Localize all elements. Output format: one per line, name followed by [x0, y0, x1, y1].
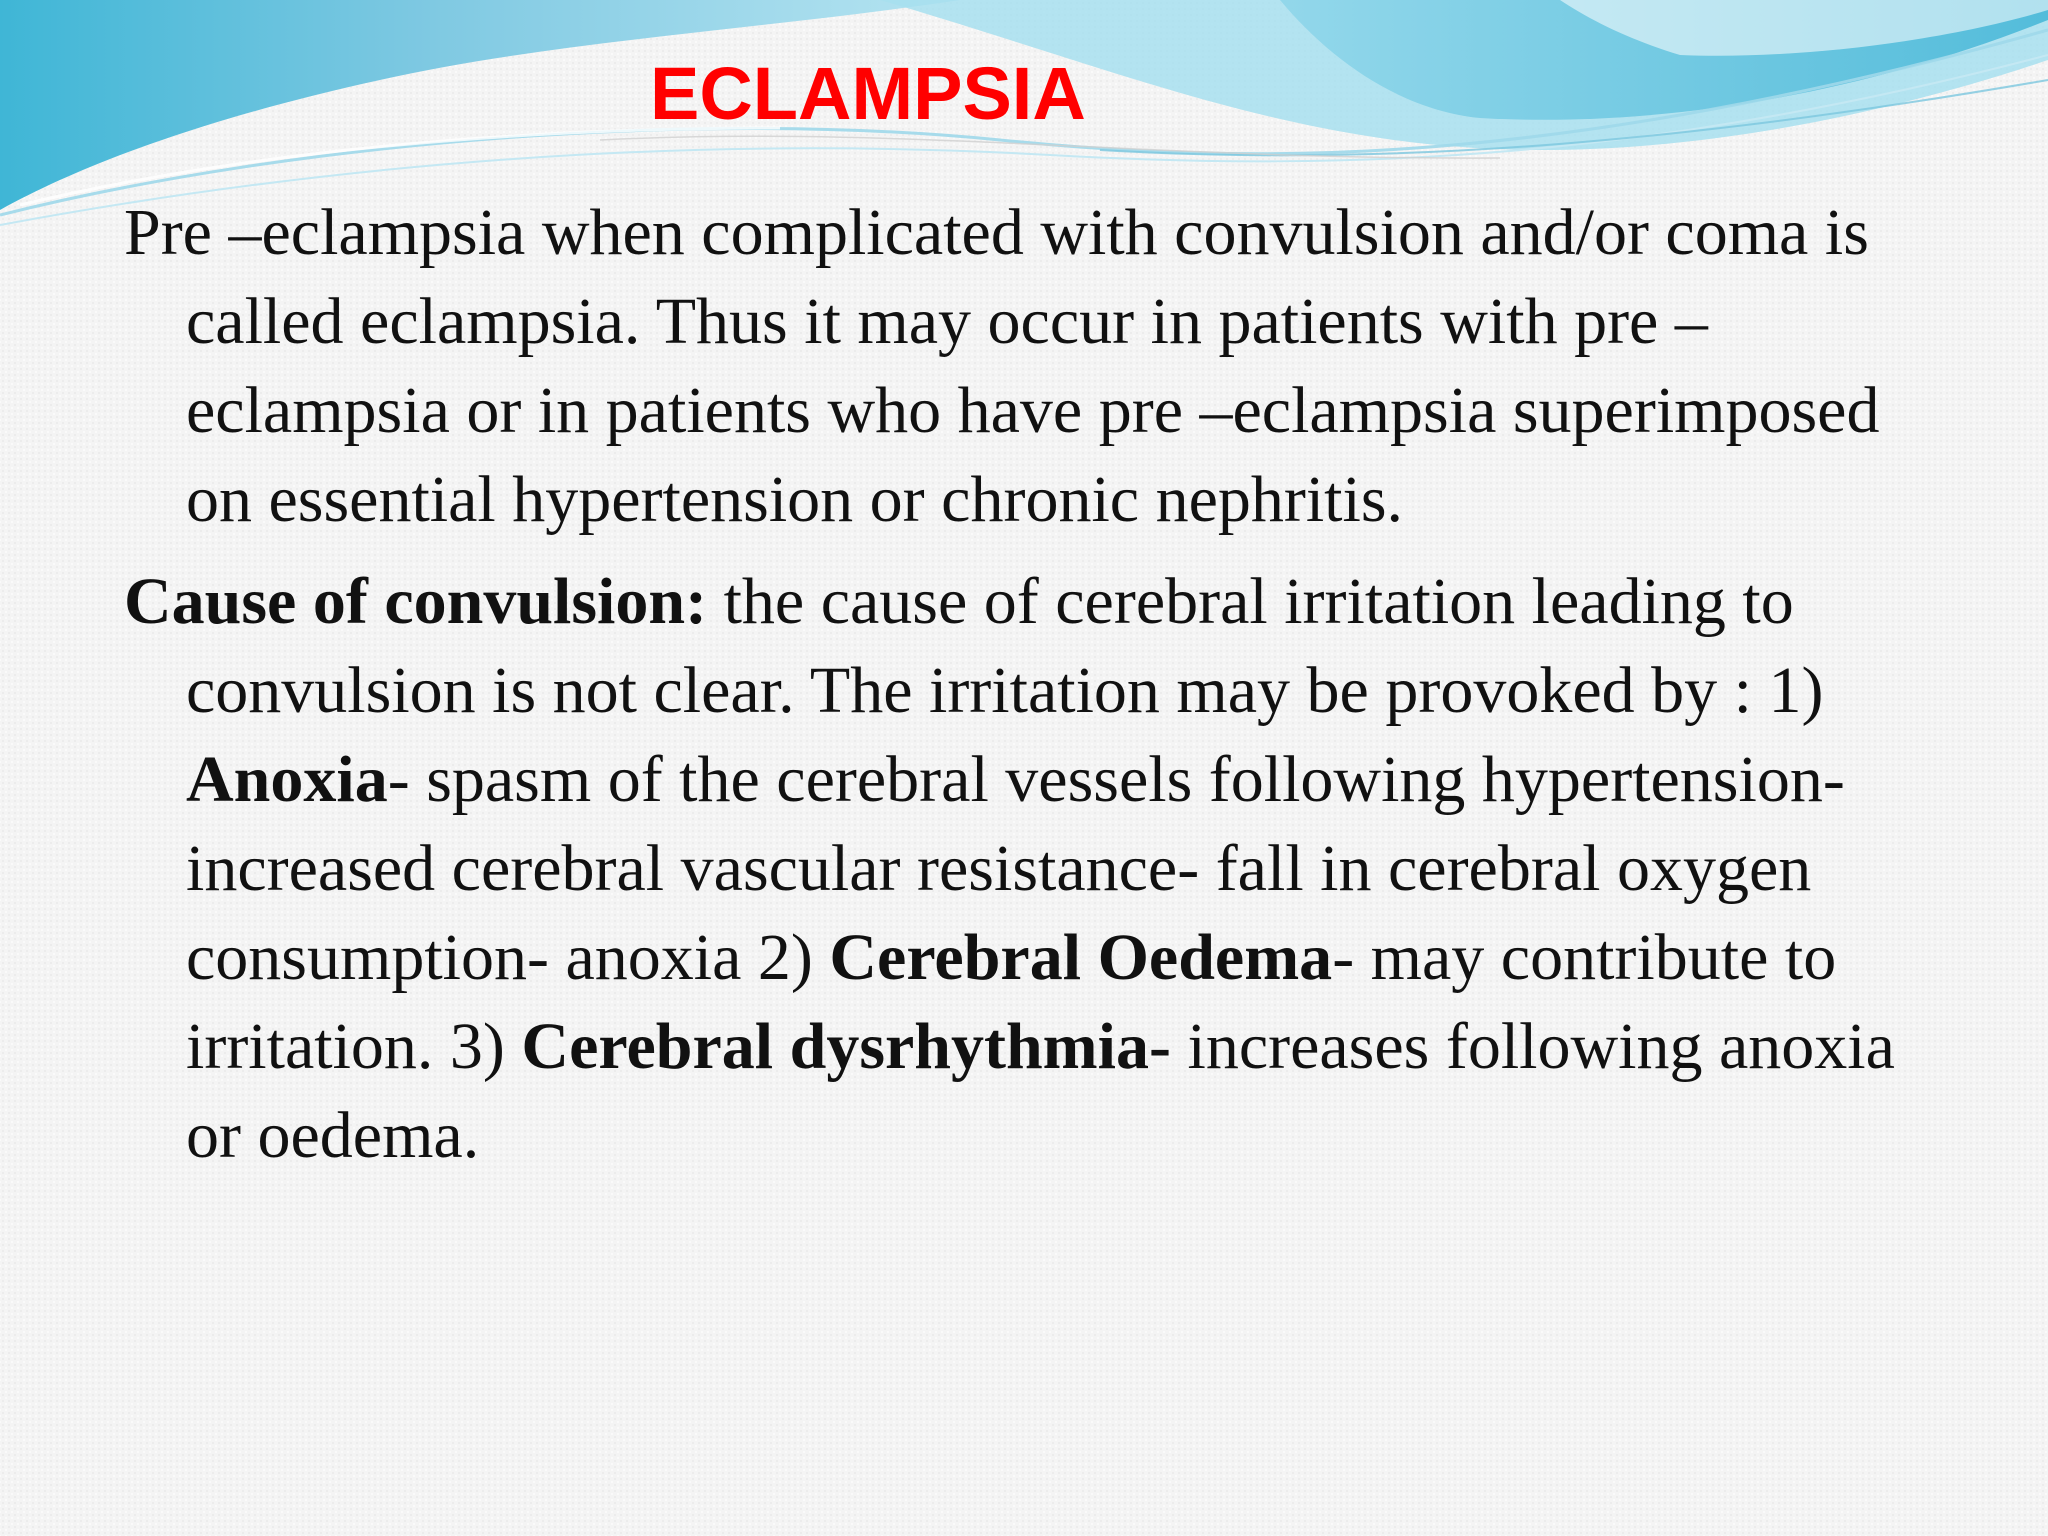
- anoxia-term: Anoxia: [186, 743, 388, 816]
- cerebral-dysrhythmia-term: Cerebral dysrhythmia-: [521, 1010, 1171, 1083]
- definition-text: Pre –eclampsia when complicated with convulsion and/or coma is called eclampsia. Thus it may occur in patients with pre –eclampsia or in patients who have pre –eclampsia superimposed on essential hypertension or chronic nephritis.: [124, 196, 1880, 536]
- cause-text-1: the cause of cerebral irritation leading to convulsion is not clear. The irritation may be provoked by : 1): [186, 565, 1824, 727]
- cause-text-4: increases following anoxia or oedema.: [186, 1010, 1895, 1172]
- cause-paragraph: [124, 557, 1954, 1180]
- cause-heading: Cause of convulsion:: [124, 565, 708, 638]
- slide-title: ECLAMPSIA: [650, 52, 1086, 135]
- definition-paragraph: [124, 188, 1954, 544]
- slide-body: [124, 188, 1954, 1193]
- cerebral-oedema-term: Cerebral Oedema: [829, 921, 1333, 994]
- cause-text-2: - spasm of the cerebral vessels following hypertension- increased cerebral vascular resistance- fall in cerebral oxygen consumption- anoxia 2): [186, 743, 1845, 994]
- cause-text-3: - may contribute to irritation. 3): [186, 921, 1837, 1083]
